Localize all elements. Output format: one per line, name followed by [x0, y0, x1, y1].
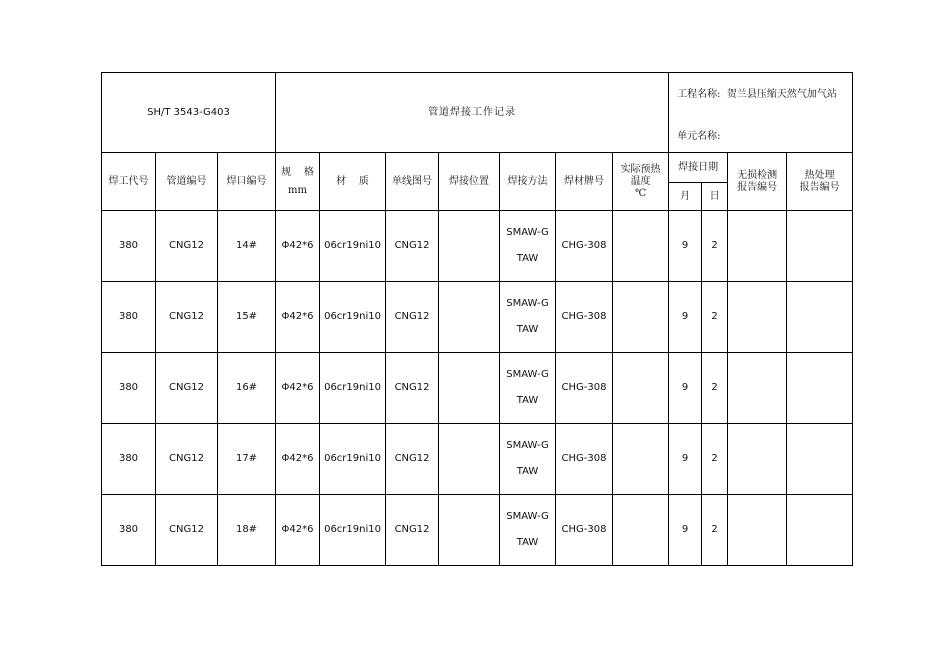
cell-pipe-no: CNG12 [156, 495, 218, 566]
cell-preheat [613, 495, 669, 566]
cell-day: 2 [702, 495, 728, 566]
weld-method-line1: SMAW-G [506, 369, 549, 380]
cell-ndt-report [728, 495, 787, 566]
cell-filler-grade: CHG-308 [556, 211, 613, 282]
col-ndt-report [728, 153, 787, 211]
unit-label: 单元名称: [677, 131, 721, 142]
weld-method-line1: SMAW-G [506, 298, 549, 309]
cell-spec: Φ42*6 [276, 211, 320, 282]
welding-record-table [101, 72, 853, 566]
cell-welder-code: 380 [102, 424, 156, 495]
cell-welder-code: 380 [102, 353, 156, 424]
cell-preheat [613, 353, 669, 424]
col-month: 月 [669, 183, 702, 211]
col-pipe-no: 管道编号 [156, 153, 218, 211]
weld-method-line2: TAW [516, 466, 539, 477]
cell-weld-method [500, 495, 556, 566]
cell-pipe-no: CNG12 [156, 353, 218, 424]
col-line-drawing-no: 单线图号 [386, 153, 439, 211]
col-joint-no: 焊口编号 [218, 153, 276, 211]
cell-line-drawing-no: CNG12 [386, 211, 439, 282]
cell-heat-report [787, 495, 853, 566]
cell-heat-report [787, 424, 853, 495]
cell-spec: Φ42*6 [276, 495, 320, 566]
weld-method-line1: SMAW-G [506, 511, 549, 522]
table-row [102, 211, 853, 282]
cell-day: 2 [702, 211, 728, 282]
cell-weld-position [439, 495, 500, 566]
cell-month: 9 [669, 211, 702, 282]
cell-joint-no: 18# [218, 495, 276, 566]
cell-preheat [613, 424, 669, 495]
unit-name-line [677, 131, 720, 143]
col-spec [276, 153, 320, 211]
col-spec-label: 规 格 [281, 166, 314, 178]
cell-month: 9 [669, 424, 702, 495]
cell-heat-report [787, 211, 853, 282]
cell-weld-method [500, 282, 556, 353]
cell-ndt-report [728, 353, 787, 424]
cell-material: 06cr19ni10 [320, 353, 386, 424]
cell-month: 9 [669, 282, 702, 353]
cell-material: 06cr19ni10 [320, 282, 386, 353]
weld-method-line2: TAW [516, 253, 539, 264]
cell-preheat [613, 211, 669, 282]
standard-code: SH/T 3543-G403 [102, 73, 276, 153]
cell-welder-code: 380 [102, 282, 156, 353]
cell-material: 06cr19ni10 [320, 211, 386, 282]
cell-spec: Φ42*6 [276, 424, 320, 495]
project-info [669, 73, 853, 153]
col-day: 日 [702, 183, 728, 211]
col-heat-l2: 报告编号 [799, 181, 840, 193]
col-preheat [613, 153, 669, 211]
cell-line-drawing-no: CNG12 [386, 282, 439, 353]
cell-material: 06cr19ni10 [320, 424, 386, 495]
header-row [102, 73, 853, 153]
cell-month: 9 [669, 353, 702, 424]
column-header-row-1 [102, 153, 853, 183]
cell-line-drawing-no: CNG12 [386, 495, 439, 566]
table-row [102, 495, 853, 566]
col-weld-date: 焊接日期 [669, 153, 728, 183]
cell-day: 2 [702, 282, 728, 353]
weld-method-line2: TAW [516, 324, 539, 335]
table-row [102, 282, 853, 353]
cell-weld-position [439, 211, 500, 282]
col-ndt-l2: 报告编号 [737, 181, 778, 193]
col-heat-report [787, 153, 853, 211]
cell-welder-code: 380 [102, 211, 156, 282]
cell-joint-no: 15# [218, 282, 276, 353]
project-label: 工程名称: [677, 89, 721, 100]
cell-filler-grade: CHG-308 [556, 495, 613, 566]
cell-pipe-no: CNG12 [156, 424, 218, 495]
cell-ndt-report [728, 424, 787, 495]
table-row [102, 424, 853, 495]
cell-pipe-no: CNG12 [156, 211, 218, 282]
project-name-line [677, 89, 837, 101]
cell-pipe-no: CNG12 [156, 282, 218, 353]
cell-joint-no: 17# [218, 424, 276, 495]
weld-method-line1: SMAW-G [506, 440, 549, 451]
col-spec-unit: mm [288, 184, 308, 196]
cell-heat-report [787, 353, 853, 424]
cell-weld-method [500, 211, 556, 282]
col-preheat-l1: 实际预热 [620, 163, 661, 175]
weld-method-line1: SMAW-G [506, 227, 549, 238]
table-row [102, 353, 853, 424]
cell-weld-method [500, 353, 556, 424]
cell-material: 06cr19ni10 [320, 495, 386, 566]
cell-month: 9 [669, 495, 702, 566]
cell-filler-grade: CHG-308 [556, 424, 613, 495]
col-material: 材 质 [320, 153, 386, 211]
cell-line-drawing-no: CNG12 [386, 424, 439, 495]
cell-day: 2 [702, 353, 728, 424]
cell-spec: Φ42*6 [276, 353, 320, 424]
col-heat-l1: 热处理 [804, 169, 835, 181]
project-name: 贺兰县压缩天然气加气站 [726, 89, 837, 100]
cell-line-drawing-no: CNG12 [386, 353, 439, 424]
cell-weld-position [439, 424, 500, 495]
col-preheat-l2: 温度 [630, 175, 651, 187]
cell-heat-report [787, 282, 853, 353]
cell-filler-grade: CHG-308 [556, 353, 613, 424]
cell-preheat [613, 282, 669, 353]
col-weld-position: 焊接位置 [439, 153, 500, 211]
cell-ndt-report [728, 211, 787, 282]
weld-method-line2: TAW [516, 395, 539, 406]
cell-joint-no: 14# [218, 211, 276, 282]
col-welder-code: 焊工代号 [102, 153, 156, 211]
welding-record-sheet [101, 72, 852, 568]
cell-spec: Φ42*6 [276, 282, 320, 353]
col-preheat-l3: ℃ [634, 187, 647, 199]
cell-welder-code: 380 [102, 495, 156, 566]
col-filler-grade: 焊材牌号 [556, 153, 613, 211]
col-weld-method: 焊接方法 [500, 153, 556, 211]
cell-weld-position [439, 353, 500, 424]
cell-day: 2 [702, 424, 728, 495]
cell-joint-no: 16# [218, 353, 276, 424]
weld-method-line2: TAW [516, 537, 539, 548]
cell-weld-method [500, 424, 556, 495]
page-title-text: 管道焊接工作记录 [428, 106, 517, 118]
cell-filler-grade: CHG-308 [556, 282, 613, 353]
cell-weld-position [439, 282, 500, 353]
cell-ndt-report [728, 282, 787, 353]
page-title [276, 73, 669, 153]
col-ndt-l1: 无损检测 [737, 169, 778, 181]
